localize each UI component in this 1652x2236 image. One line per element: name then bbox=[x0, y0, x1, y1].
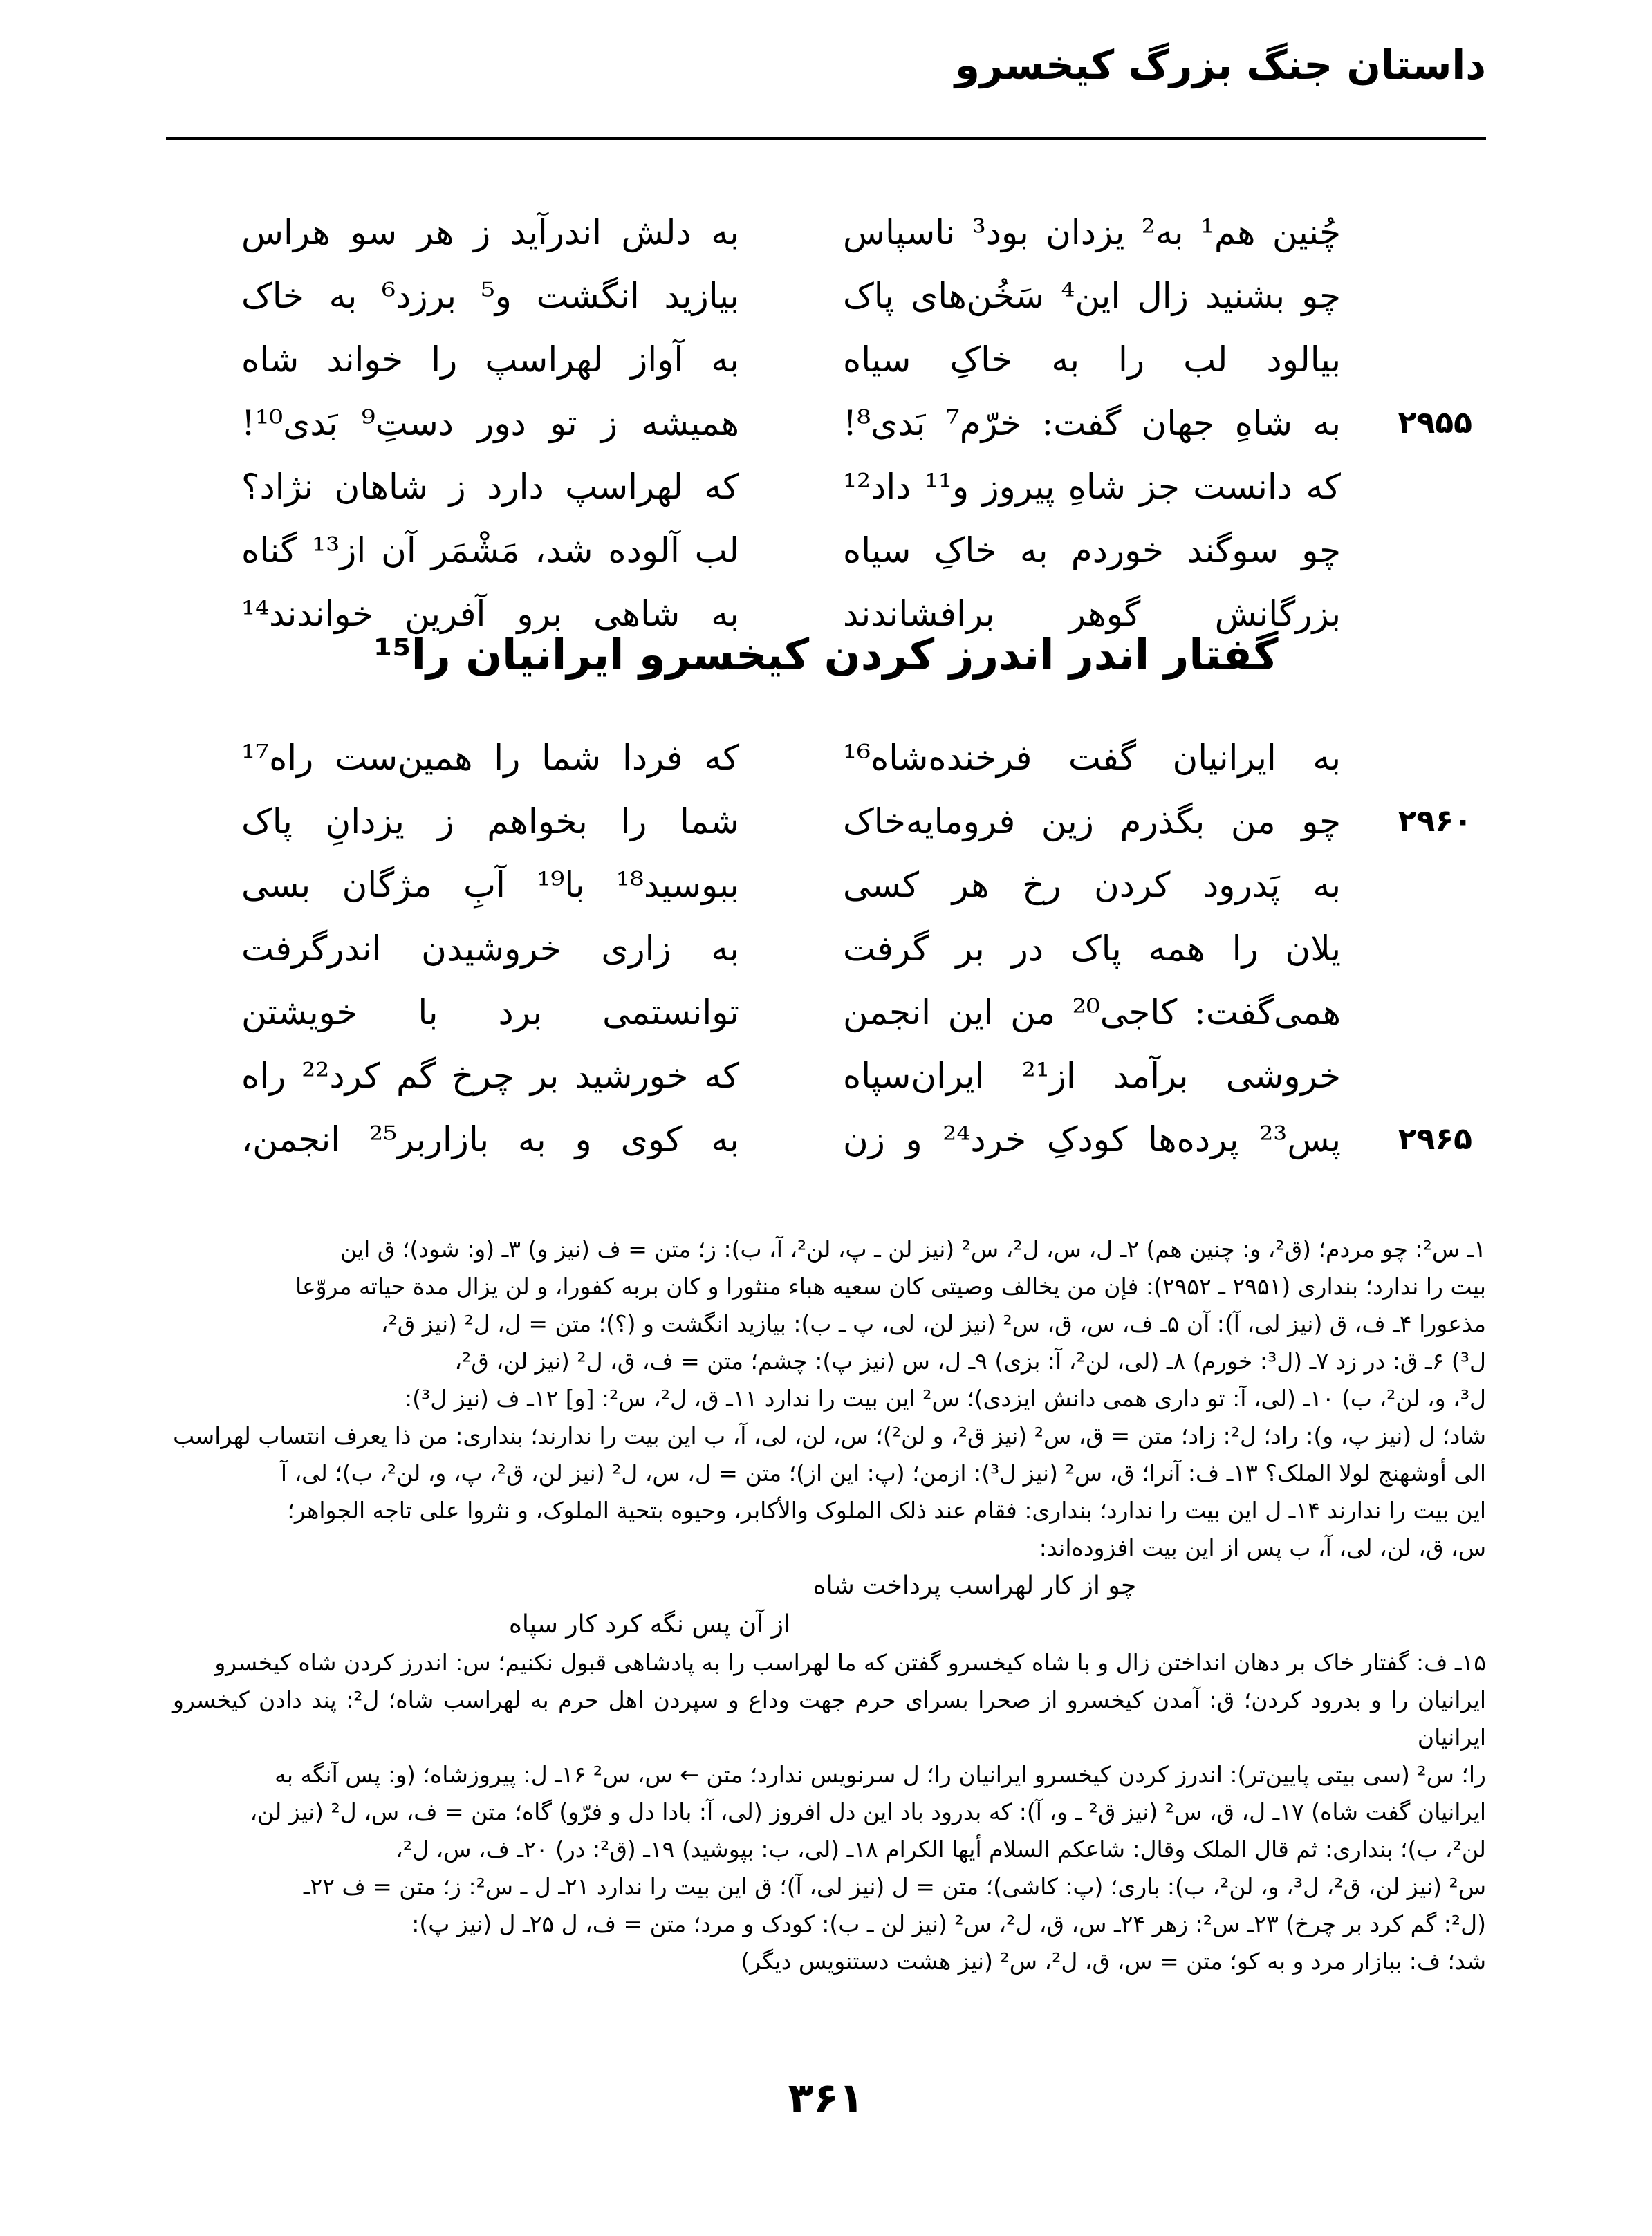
couplet bbox=[241, 790, 1472, 853]
hemistich-second: که خورشید بر چرخ گم کرد²² راه bbox=[241, 1056, 739, 1096]
footnotes bbox=[173, 1231, 1486, 1980]
hemistich-first: بزرگانش گوهر برافشاندند bbox=[843, 594, 1341, 634]
header-rule bbox=[166, 137, 1486, 140]
verse-block-1 bbox=[241, 201, 1472, 646]
footnote-line: ل³، و، لن²، ب) ۱۰ـ (لی، آ: تو داری همی دانش ایزدی)؛ س² این بیت را ندارد ۱۱ـ ق، ل²، س²: [و] ۱۲ـ ف (نیز ل³): bbox=[405, 1385, 1486, 1412]
footnote-line: بیت را ندارد؛ بنداری (۲۹۵۱ ـ ۲۹۵۲): فإن من یخالف وصیتی کان سعیه هباء منثورا و کان بربه کفورا، و لن یزال مدة حیاته مروّعا bbox=[295, 1273, 1486, 1300]
hemistich-first: چو من بگذرم زین فرومایه‌خاک bbox=[843, 801, 1341, 841]
hemistich-second: ببوسید¹⁸ با¹⁹ آبِ مژگان بسی bbox=[241, 865, 739, 905]
footnote-line: لن²، ب)؛ بنداری: ثم قال الملک وقال: شاعکم السلام أیها الکرام ۱۸ـ (لی، ب: بپوشید) ۱۹ـ (ق²: در) ۲۰ـ ف، س، ل²، bbox=[396, 1836, 1486, 1863]
couplet bbox=[241, 264, 1431, 328]
footnote-added-verse-2: از آن پس نگه کرد کار سپاه bbox=[509, 1610, 790, 1639]
hemistich-first: به ایرانیان گفت فرخنده‌شاه¹⁶ bbox=[843, 738, 1341, 778]
hemistich-first: چو بشنید زال این⁴ سَخُن‌های پاک bbox=[843, 276, 1341, 316]
footnote-line: ل³) ۶ـ ق: در زد ۷ـ (ل³: خورم) ۸ـ (لی، لن²، آ: بزی) ۹ـ ل، س (نیز پ): چشم؛ متن = ف، ق، ل² (نیز لن، ق²، bbox=[454, 1348, 1486, 1375]
footnote-added-verse-1: چو از کار لهراسب پرداخت شاه bbox=[813, 1572, 1137, 1600]
couplet bbox=[241, 1044, 1431, 1108]
footnote-line: مذعورا ۴ـ ف، ق (نیز لی، آ): آن ۵ـ ف، س، ق، س² (نیز لن، لی، پ ـ ب): بیازید انگشت و (؟)؛ متن = ل، ل² (نیز ق²، bbox=[380, 1310, 1486, 1337]
hemistich-second: شما را بخواهم ز یزدانِ پاک bbox=[241, 801, 739, 841]
hemistich-first: به پَدرود کردن رخ هر کسی bbox=[843, 865, 1341, 905]
footnote-line: این بیت را ندارند ۱۴ـ ل این بیت را ندارد؛ بنداری: فقام عند ذلک الملوک والأکابر، وحیوه بتحیة الملوک، و نثروا علی تاجه الجواهر؛ bbox=[287, 1497, 1486, 1524]
footnote-line: ۱ـ س²: چو مردم؛ (ق²، و: چنین هم) ۲ـ ل، س، ل²، س² (نیز لن ـ پ، لن²، آ، ب): ز؛ متن = ف (نیز و) ۳ـ (و: شود)؛ ق این bbox=[340, 1236, 1486, 1263]
hemistich-first: که دانست جز شاهِ پیروز و¹¹ داد¹² bbox=[843, 467, 1341, 507]
footnote-line: (ل²: گم کرد بر چرخ) ۲۳ـ س²: زهر ۲۴ـ س، ق، ل²، س² (نیز لن ـ ب): کودک و مرد؛ متن = ف، ل ۲۵ـ ل (نیز پ): bbox=[411, 1910, 1486, 1937]
footnote-line: ایرانیان را و بدرود کردن؛ ق: آمدن کیخسرو از صحرا بسرای حرم جهت وداع و سپردن اهل حرم به لهراسب شاه؛ ل²: پند دادن کیخسرو ایرانیان bbox=[173, 1686, 1486, 1751]
hemistich-second: توانستمی برد با خویشتن bbox=[241, 992, 739, 1032]
footnote-line: ۱۵ـ ف: گفتار خاک بر دهان انداختن زال و با شاه کیخسرو گفتن که ما لهراسب را به پادشاهی قبول نکنیم؛ س: اندرز کردن شاه کیخسرو bbox=[214, 1649, 1486, 1676]
couplet bbox=[241, 328, 1431, 391]
hemistich-first: خروشی برآمد از²¹ ایران‌سپاه bbox=[843, 1056, 1341, 1096]
hemistich-second: به دلش اندرآید ز هر سو هراس bbox=[241, 212, 739, 252]
hemistich-second: به شاهی برو آفرین خواندند¹⁴ bbox=[241, 594, 739, 634]
hemistich-second: به زاری خروشیدن اندرگرفت bbox=[241, 929, 739, 969]
verse-block-2 bbox=[241, 726, 1472, 1171]
hemistich-first: یلان را همه پاک در بر گرفت bbox=[843, 929, 1341, 969]
hemistich-second: که فردا شما را همین‌ست راه¹⁷ bbox=[241, 738, 739, 778]
couplet bbox=[241, 519, 1431, 582]
couplet bbox=[241, 726, 1431, 790]
couplet bbox=[241, 980, 1431, 1044]
couplet bbox=[241, 1108, 1472, 1171]
verse-number: ۲۹۶۵ bbox=[1398, 1121, 1472, 1157]
hemistich-first: به شاهِ جهان گفت: خرّم⁷ بَدی⁸! bbox=[843, 403, 1341, 443]
couplet bbox=[241, 455, 1431, 519]
hemistich-first: بیالود لب را به خاکِ سیاه bbox=[843, 339, 1341, 380]
couplet bbox=[241, 917, 1431, 980]
hemistich-second: لب آلوده شد، مَشْمَر آن از¹³ گناه bbox=[241, 530, 740, 570]
hemistich-second: همیشه ز تو دور دستِ⁹ بَدی¹⁰! bbox=[241, 403, 739, 443]
couplet bbox=[241, 853, 1431, 917]
footnote-line: را؛ س² (سی بیتی پایین‌تر): اندرز کردن کیخسرو ایرانیان را؛ ل سرنویس ندارد؛ متن ← س، س² ۱۶ـ ل: پیروزشاه؛ (و: پس آنگه به bbox=[275, 1761, 1486, 1788]
footnote-line: شاد؛ ل (نیز پ، و): راد؛ ل²: زاد؛ متن = ق، س² (نیز ق²، و لن²)؛ س، لن، لی، آ، ب این بیت را ندارند؛ بنداری: من ذا یعرف انتساب لهراسب bbox=[173, 1422, 1486, 1449]
hemistich-first: چو سوگند خوردم به خاکِ سیاه bbox=[843, 530, 1341, 570]
hemistich-second: که لهراسپ دارد ز شاهان نژاد؟ bbox=[241, 467, 739, 507]
page-number: ۳۶۱ bbox=[788, 2074, 864, 2123]
footnote-line: شد؛ ف: ببازار مرد و به کو؛ متن = س، ق، ل²، س² (نیز هشت دستنویس دیگر) bbox=[741, 1948, 1486, 1975]
footnote-line: س² (نیز لن، ق²، ل³، و، لن²، ب): باری؛ (پ: کاشی)؛ متن = ل (نیز لی، آ)؛ ق این بیت را ندارد ۲۱ـ ل ـ س²: ز؛ متن = ف ۲۲ـ bbox=[303, 1873, 1486, 1900]
section-title: گفتار اندر اندرز کردن کیخسرو ایرانیان را¹⁵ bbox=[373, 629, 1279, 680]
couplet bbox=[241, 201, 1431, 264]
hemistich-first: همی‌گفت: کاجی²⁰ من این انجمن bbox=[843, 992, 1341, 1032]
footnote-line: س، ق، لن، لی، آ، ب پس از این بیت افزوده‌اند: bbox=[1039, 1534, 1486, 1561]
verse-number: ۲۹۶۰ bbox=[1398, 803, 1472, 839]
hemistich-second: بیازید انگشت و⁵ برزد⁶ به خاک bbox=[241, 276, 739, 316]
hemistich-first: پس²³ پرده‌ها کودکِ خرد²⁴ و زن bbox=[843, 1119, 1341, 1159]
hemistich-first: چُنین هم¹ به² یزدان بود³ ناسپاس bbox=[843, 212, 1342, 252]
footnote-line: الی أوشهنج لولا الملک؟ ۱۳ـ ف: آنرا؛ ق، س² (نیز ل³): ازمن؛ (پ: این از)؛ متن = ل، س، ل² (نیز لن، ق²، پ، و، لن²، ب)؛ لی، آ bbox=[280, 1460, 1486, 1487]
running-head: داستان جنگ بزرگ کیخسرو bbox=[954, 41, 1486, 88]
footnote-line: ایرانیان گفت شاه) ۱۷ـ ل، ق، س² (نیز ق² ـ و، آ): که بدرود باد این دل افروز (لی، آ: بادا دل و فرّو) گاه؛ متن = ف، س، ل² (نیز لن، bbox=[250, 1798, 1486, 1825]
verse-number: ۲۹۵۵ bbox=[1398, 405, 1472, 440]
hemistich-second: به آواز لهراسپ را خواند شاه bbox=[241, 339, 739, 380]
couplet bbox=[241, 391, 1472, 455]
hemistich-second: به کوی و به بازاربر²⁵ انجمن، bbox=[241, 1119, 739, 1159]
